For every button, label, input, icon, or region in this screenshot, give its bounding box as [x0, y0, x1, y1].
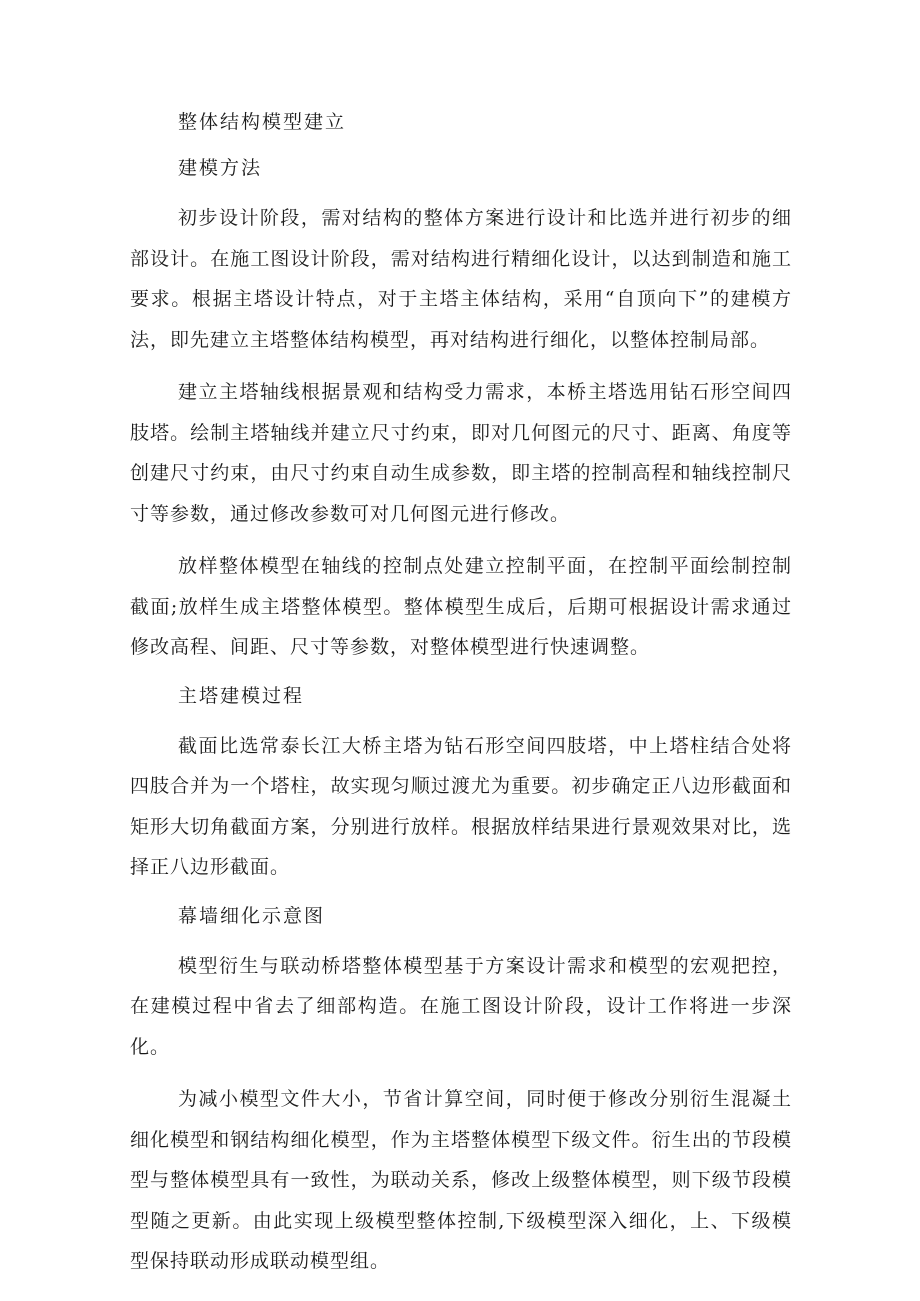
subheading-curtain-wall-diagram: 幕墙细化示意图	[178, 904, 326, 927]
paragraph-design-stages: 初步设计阶段，需对结构的整体方案进行设计和比选并进行初步的细部设计。在施工图设计阶段，需对结构进行精细化设计，以达到制造和施工要求。根据主塔设计特点，对于主塔主体结构，采用“自顶向下”的建模方法，即先建立主塔整体结构模型，再对结构进行细化，以整体控制局部。	[130, 207, 792, 351]
subheading-tower-modeling-process: 主塔建模过程	[178, 684, 305, 707]
paragraph-lofting-model: 放样整体模型在轴线的控制点处建立控制平面，在控制平面绘制控制截面;放样生成主塔整体模型。整体模型生成后，后期可根据设计需求通过修改高程、间距、尺寸等参数，对整体模型进行快速调整。	[130, 555, 792, 658]
paragraph-section-comparison: 截面比选常泰长江大桥主塔为钻石形空间四肢塔，中上塔柱结合处将四肢合并为一个塔柱，故实现匀顺过渡尤为重要。初步确定正八边形截面和矩形大切角截面方案，分别进行放样。根据放样结果进行景观效果对比，选择正八边形截面。	[130, 734, 792, 878]
subheading-modeling-method: 建模方法	[178, 157, 263, 179]
paragraph-tower-axis: 建立主塔轴线根据景观和结构受力需求，本桥主塔选用钻石形空间四肢塔。绘制主塔轴线并建立尺寸约束，即对几何图元的尺寸、距离、角度等创建尺寸约束，由尺寸约束自动生成参数，即主塔的控制高程和轴线控制尺寸等参数，通过修改参数可对几何图元进行修改。	[130, 381, 792, 525]
paragraph-model-derivation: 模型衍生与联动桥塔整体模型基于方案设计需求和模型的宏观把控，在建模过程中省去了细部构造。在施工图设计阶段，设计工作将进一步深化。	[130, 954, 792, 1058]
section-heading-model-building: 整体结构模型建立	[178, 111, 347, 133]
paragraph-linked-model-group: 为减小模型文件大小，节省计算空间，同时便于修改分别衍生混凝土细化模型和钢结构细化模型，作为主塔整体模型下级文件。衍生出的节段模型与整体模型具有一致性，为联动关系，修改上级整体模型，则下级节段模型随之更新。由此实现上级模型整体控制,下级模型深入细化，上、下级模型保持联动形成联动模型组。	[130, 1088, 792, 1272]
